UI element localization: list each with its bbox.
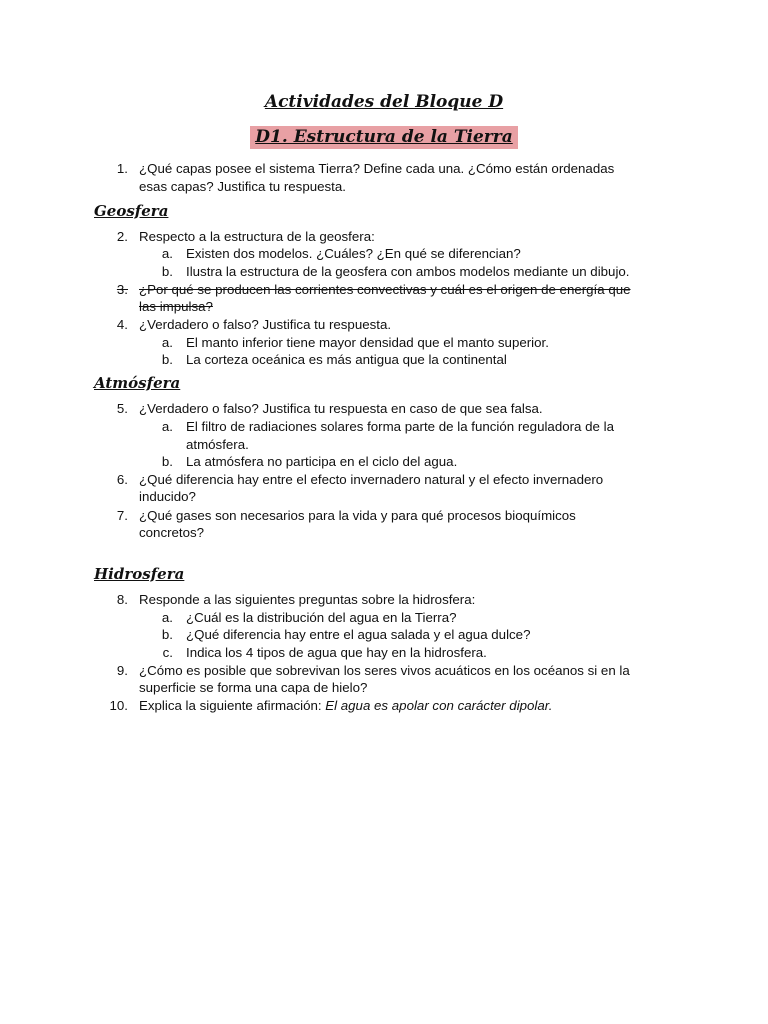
question-5b-letter: b. (161, 454, 173, 469)
question-6-text-line-2: inducido? (139, 489, 196, 504)
question-3-text-line-1: ¿Por qué se producen las corrientes convectivas y cuál es el origen de energía que (139, 282, 631, 297)
question-10-number: 10. (109, 698, 128, 713)
question-1-number: 1. (116, 161, 128, 176)
question-8a-letter: a. (161, 610, 173, 625)
question-4b-text: La corteza oceánica es más antigua que la continental (186, 352, 507, 367)
question-10-lead: Explica la siguiente afirmación: (139, 698, 326, 713)
question-7-text-line-1: ¿Qué gases son necesarios para la vida y para qué procesos bioquímicos (139, 508, 576, 523)
question-9-text-line-2: superficie se forma una capa de hielo? (139, 680, 368, 695)
section-heading-hidrosfera: Hidrosfera (94, 565, 185, 583)
question-5b-text: La atmósfera no participa en el ciclo del agua. (186, 454, 458, 469)
subtitle-wrapper (0, 126, 768, 149)
question-10-text (139, 697, 552, 714)
question-8-text: Responde a las siguientes preguntas sobre la hidrosfera: (139, 592, 476, 607)
question-6-number: 6. (116, 472, 128, 487)
question-4a-text: El manto inferior tiene mayor densidad que el manto superior. (186, 335, 549, 350)
question-4-number: 4. (116, 317, 128, 332)
question-8a-text: ¿Cuál es la distribución del agua en la Tierra? (186, 610, 457, 625)
question-4b-letter: b. (161, 352, 173, 367)
question-2b-letter: b. (161, 264, 173, 279)
question-4a-letter: a. (161, 335, 173, 350)
question-7-number: 7. (116, 508, 128, 523)
question-2a-letter: a. (161, 246, 173, 261)
question-2a-text: Existen dos modelos. ¿Cuáles? ¿En qué se diferencian? (186, 246, 521, 261)
question-8c-letter: c. (162, 645, 173, 660)
question-8b-letter: b. (161, 627, 173, 642)
question-10-statement: El agua es apolar con carácter dipolar. (325, 698, 553, 713)
question-5a-text-line-1: El filtro de radiaciones solares forma parte de la función reguladora de la (186, 419, 614, 434)
question-9-number: 9. (116, 663, 128, 678)
question-3-text-line-2: las impulsa? (139, 299, 213, 314)
page-subtitle: D1. Estructura de la Tierra (250, 126, 517, 149)
question-5a-text-line-2: atmósfera. (186, 437, 249, 452)
question-6-text-line-1: ¿Qué diferencia hay entre el efecto invernadero natural y el efecto invernadero (139, 472, 604, 487)
question-9-text-line-1: ¿Cómo es posible que sobrevivan los seres vivos acuáticos en los océanos si en la (139, 663, 630, 678)
question-2-number: 2. (116, 229, 128, 244)
question-2-text: Respecto a la estructura de la geosfera: (139, 229, 375, 244)
question-1-text-line-2: esas capas? Justifica tu respuesta. (139, 179, 346, 194)
question-8c-text: Indica los 4 tipos de agua que hay en la hidrosfera. (186, 645, 487, 660)
question-5-text: ¿Verdadero o falso? Justifica tu respuesta en caso de que sea falsa. (139, 401, 543, 416)
question-8-number: 8. (116, 592, 128, 607)
section-heading-atmosfera: Atmósfera (94, 374, 181, 392)
question-2b-text: Ilustra la estructura de la geosfera con ambos modelos mediante un dibujo. (186, 264, 630, 279)
question-5a-letter: a. (161, 419, 173, 434)
question-4-text: ¿Verdadero o falso? Justifica tu respuesta. (139, 317, 392, 332)
question-5-number: 5. (116, 401, 128, 416)
question-8b-text: ¿Qué diferencia hay entre el agua salada y el agua dulce? (186, 627, 531, 642)
question-7-text-line-2: concretos? (139, 525, 205, 540)
question-3-number: 3. (116, 282, 128, 297)
page-title: Actividades del Bloque D (264, 92, 504, 112)
question-1-text-line-1: ¿Qué capas posee el sistema Tierra? Define cada una. ¿Cómo están ordenadas (139, 161, 615, 176)
section-heading-geosfera: Geosfera (94, 202, 169, 220)
